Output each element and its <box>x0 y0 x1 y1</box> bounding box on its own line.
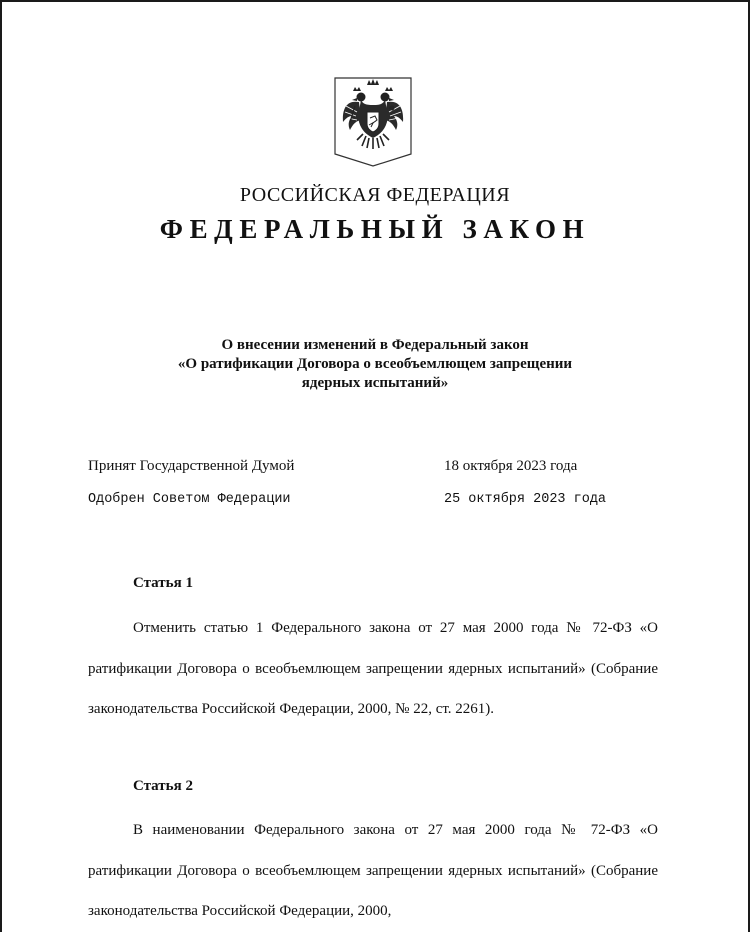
article-2-heading: Статья 2 <box>133 778 193 794</box>
document-type-heading: ФЕДЕРАЛЬНЫЙ ЗАКОН <box>159 214 591 244</box>
law-title <box>0 336 750 393</box>
page-border-left <box>0 0 2 932</box>
duma-adoption-date: 18 октября 2023 года <box>444 458 578 474</box>
law-title-line: «О ратификации Договора о всеобъемлющем запрещении <box>177 356 573 372</box>
coat-of-arms-icon <box>333 76 413 168</box>
duma-adoption-label: Принят Государственной Думой <box>88 458 295 474</box>
page-border-top <box>0 0 750 2</box>
article-2-text: В наименовании Федерального закона от 27 мая 2000 года № 72-ФЗ «О ратификации Договора о всеобъемлющем запрещении ядерных испытаний» (Собрание законодательства Российской Федерации, 2000, <box>88 822 658 919</box>
article-1-heading: Статья 1 <box>133 575 193 591</box>
law-title-line: ядерных испытаний» <box>301 375 449 391</box>
article-1-text: Отменить статью 1 Федерального закона от 27 мая 2000 года № 72-ФЗ «О ратификации Договора о всеобъемлющем запрещении ядерных испытаний» (Собрание законодательства Российской Федерации, 2000, № 22, ст. 2261). <box>88 620 658 717</box>
council-approval-label: Одобрен Советом Федерации <box>88 492 291 507</box>
law-title-line: О внесении изменений в Федеральный закон <box>221 337 529 353</box>
country-heading: РОССИЙСКАЯ ФЕДЕРАЦИЯ <box>239 184 511 206</box>
council-approval-date: 25 октября 2023 года <box>444 492 607 507</box>
